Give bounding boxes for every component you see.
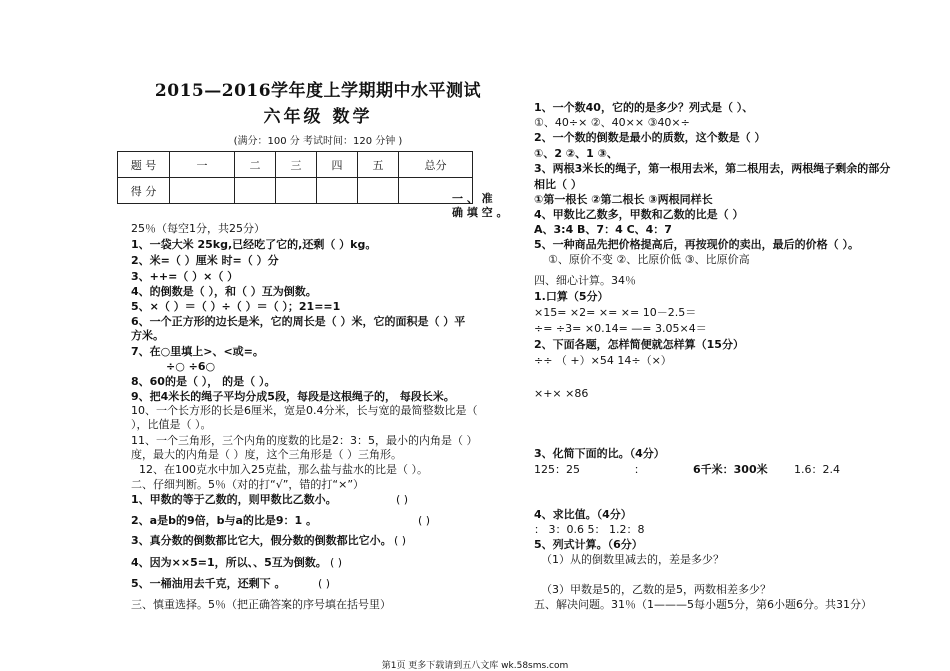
score-table-score-row xyxy=(118,178,473,204)
calc-subheading: 4、求比值。（4分） xyxy=(534,508,632,521)
question-text: 3、++=（ ）×（ ） xyxy=(131,270,239,283)
score-input-cell[interactable] xyxy=(317,178,358,204)
word-problem: （3）甲数是5的，乙数的是5，两数相差多少？ xyxy=(541,583,771,596)
section-one-heading: 一 、 准 xyxy=(452,192,493,205)
score-cell-total: 总分 xyxy=(399,152,473,178)
ratio-item: 1.6：2.4 xyxy=(794,463,840,476)
question-text: 7、在○里填上>、<或=。 xyxy=(131,345,264,358)
calc-subheading: 1.口算（5分） xyxy=(534,290,609,303)
score-cell: 五 xyxy=(358,152,399,178)
calc-subheading: 3、化简下面的比。（4分） xyxy=(534,447,665,460)
choice-options: ①、40÷× ②、40×× ③40×÷ xyxy=(534,116,690,129)
question-text: 度，最大的内角是（ ）度，这个三角形是（ ）三角形。 xyxy=(131,448,402,461)
judge-question: 4、因为××5=1，所以、、5互为倒数。 xyxy=(131,556,327,569)
choice-question: 1、一个数40，它的的是多少？列式是（ ）、 xyxy=(534,101,754,114)
score-input-cell[interactable] xyxy=(358,178,399,204)
calc-row: ×15= ×2= ×= ×= 10－2.5＝ xyxy=(534,306,697,319)
question-text: 11、一个三角形，三个内角的度数的比是2：3：5，最小的内角是（ ） xyxy=(131,434,478,447)
section-three-heading: 三、慎重选择。5％（把正确答案的序号填在括号里） xyxy=(131,598,391,611)
calc-row: ÷= ÷3= ×0.14= —= 3.05×4＝ xyxy=(534,322,707,335)
score-input-cell[interactable] xyxy=(170,178,235,204)
page-footer: 第1页 更多下载请到五八文库 wk.58sms.com xyxy=(381,661,569,671)
score-cell: 三 xyxy=(276,152,317,178)
score-cell: 四 xyxy=(317,152,358,178)
score-table-header-row xyxy=(118,152,473,178)
section-one-heading: 确 填 空 。 xyxy=(452,206,508,219)
answer-parens: ( ) xyxy=(396,493,409,506)
question-text: 6、一个正方形的边长是米，它的周长是（ ）米，它的面积是（ ）平 xyxy=(131,315,466,328)
calc-subheading: 5、列式计算。（6分） xyxy=(534,538,643,551)
exam-title: 2015—2016学年度上学期期中水平测试 xyxy=(154,81,482,101)
choice-options: A、3:4 B、7：4 C、4：7 xyxy=(534,223,672,236)
score-input-cell[interactable] xyxy=(276,178,317,204)
question-text: 方米。 xyxy=(131,329,164,342)
question-text: 4、的倒数是（ ），和（ ）互为倒数。 xyxy=(131,285,317,298)
answer-parens: ( ) xyxy=(418,514,431,527)
choice-options: ①、2 ②、1 ③、 xyxy=(534,147,618,160)
word-problem: （1）从的倒数里减去的，差是多少？ xyxy=(541,553,724,566)
section-five-heading: 五、解决问题。31％（1———5每小题5分，第6小题6分。共31分） xyxy=(534,598,872,611)
score-cell: 二 xyxy=(235,152,276,178)
answer-parens: ( ) xyxy=(318,577,331,590)
choice-question: 3、两根3米长的绳子，第一根用去米，第二根用去，两根绳子剩余的部分 xyxy=(534,162,891,175)
choice-question: 5、一种商品先把价格提高后，再按现价的卖出，最后的价格（ ）。 xyxy=(534,238,859,251)
section-two-heading: 二、仔细判断。5％（对的打“√”，错的打“×”） xyxy=(131,478,365,491)
question-text: 2、米=（ ）厘米 时=（ ）分 xyxy=(131,254,279,267)
question-text: 5、×（ ）＝（ ）÷（ ）＝（ ）；21==1 xyxy=(131,300,341,313)
section-four-heading: 四、细心计算。34％ xyxy=(534,274,636,287)
calc-row: ×+× ×86 xyxy=(534,387,589,400)
score-cell-label: 题 号 xyxy=(118,152,170,178)
choice-options: ①、原价不变 ②、比原价低 ③、比原价高 xyxy=(548,253,750,266)
question-text: 9、把4米长的绳子平均分成5段，每段是这根绳子的， 每段长米。 xyxy=(131,390,455,403)
score-table xyxy=(117,151,473,204)
question-text: ），比值是（ ）。 xyxy=(131,418,212,431)
choice-question: 4、甲数比乙数多，甲数和乙数的比是（ ） xyxy=(534,208,744,221)
ratio-item: 125：25 xyxy=(534,463,580,476)
question-text: 8、60的是（ ）， 的是（ ）。 xyxy=(131,375,276,388)
exam-subtitle: 六年级 数学 xyxy=(263,107,373,127)
calc-subheading: 2、下面各题，怎样简便就怎样算（15分） xyxy=(534,338,744,351)
choice-question: 2、一个数的倒数是最小的质数，这个数是（ ） xyxy=(534,131,766,144)
ratio-item: 6千米：300米 xyxy=(693,463,768,476)
judge-question: 2、a是b的9倍，b与a的比是9：1 。 xyxy=(131,514,318,527)
score-cell-label: 得 分 xyxy=(118,178,170,204)
question-text: 1、一袋大米 25kg,已经吃了它的,还剩（ ）kg。 xyxy=(131,238,377,251)
question-text: 12、在100克水中加入25克盐，那么盐与盐水的比是（ ）。 xyxy=(139,463,428,476)
section-one-score: 25％（每空1分，共25分） xyxy=(131,222,265,235)
score-input-cell[interactable] xyxy=(235,178,276,204)
choice-question: 相比（ ） xyxy=(534,178,582,191)
judge-question: 1、甲数的等于乙数的，则甲数比乙数小。 xyxy=(131,493,337,506)
calc-row: ÷÷ （ +）×54 14÷（×） xyxy=(534,354,672,367)
question-text: ÷○ ÷6○ xyxy=(166,360,216,373)
choice-options: ①第一根长 ②第二根长 ③两根同样长 xyxy=(534,193,713,206)
exam-note: (满分：100 分 考试时间：120 分钟 ) xyxy=(233,136,403,147)
score-cell: 一 xyxy=(170,152,235,178)
question-text: 10、一个长方形的长是6厘米，宽是0.4分米，长与宽的最简整数比是（ xyxy=(131,404,478,417)
judge-question: 5、一桶油用去千克，还剩下 。 xyxy=(131,577,286,590)
judge-question: 3、真分数的倒数都比它大，假分数的倒数都比它小。 xyxy=(131,534,392,547)
calc-row: ： 3：0.6 5： 1.2：8 xyxy=(534,523,645,536)
answer-parens: ( ) xyxy=(330,556,343,569)
answer-parens: ( ) xyxy=(394,534,407,547)
ratio-item: ： xyxy=(634,463,645,476)
